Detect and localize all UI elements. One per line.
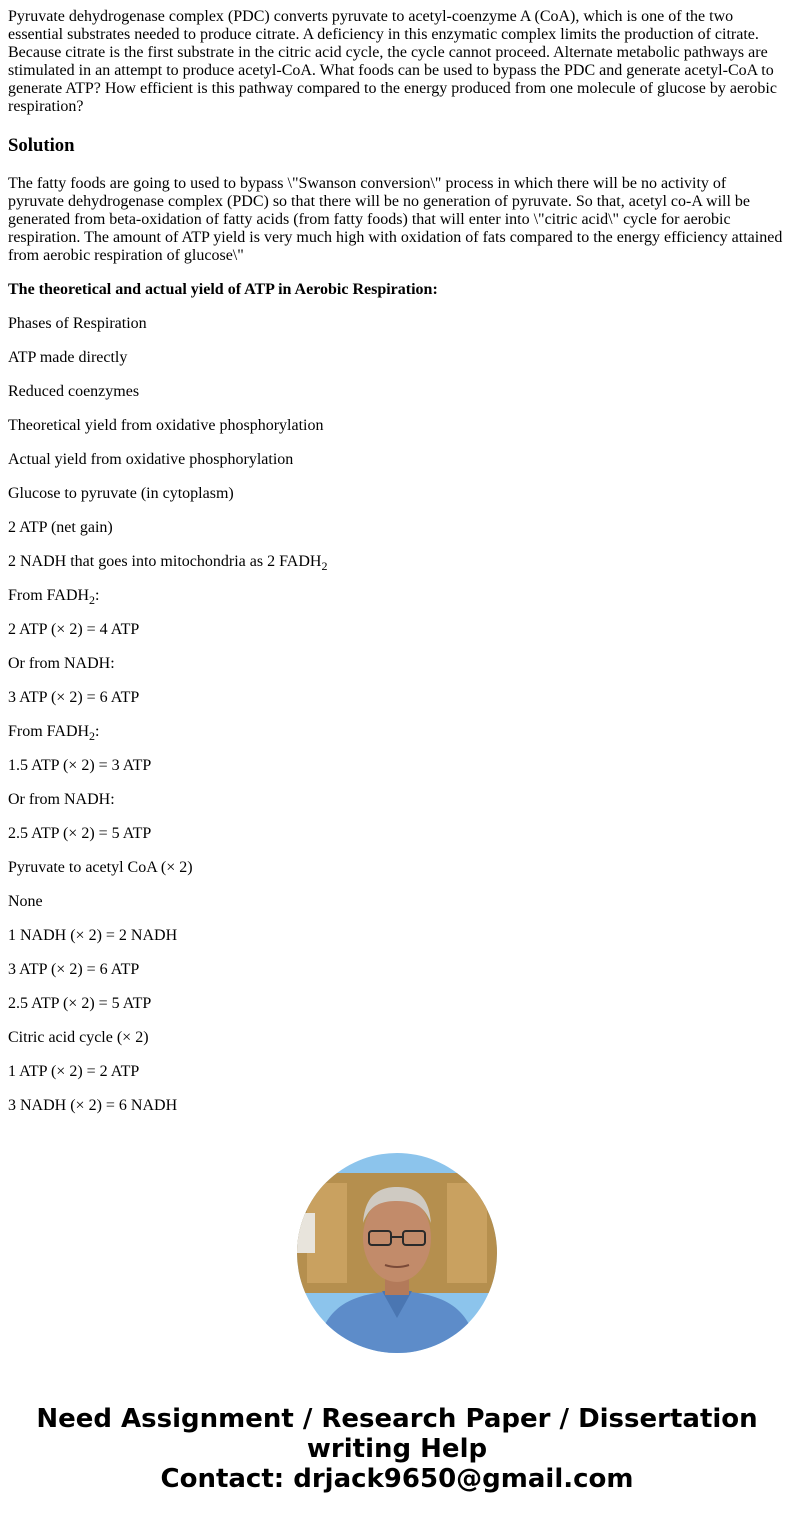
table-row: 3 ATP (× 2) = 6 ATP [8, 689, 140, 706]
row-text: 2 NADH that goes into mitochondria as 2 FADH [8, 553, 322, 570]
table-row: Phases of Respiration [8, 315, 147, 332]
table-row: 2 ATP (net gain) [8, 519, 113, 536]
avatar [297, 1153, 497, 1353]
answer-text: The fatty foods are going to used to bypass \"Swanson conversion\" process in which there will be no activity of pyruvate dehydrogenase complex (PDC) so that there will be no generation of pyruvate. So that, acetyl co-A will be generated from beta-oxidation of fatty acids (from fatty foods) that will enter into \"citric acid\" cycle for aerobic respiration. The amount of ATP yield is very much high with oxidation of fats compared to the energy efficiency attained from aerobic respiration of glucose\" [8, 175, 783, 264]
solution-heading: Solution [8, 135, 75, 156]
row-text: : [95, 587, 100, 604]
footer-line: Need Assignment / Research Paper / Dissertation [36, 1404, 758, 1434]
table-row: Theoretical yield from oxidative phosphorylation [8, 417, 324, 434]
table-row: Glucose to pyruvate (in cytoplasm) [8, 485, 234, 502]
avatar-portrait [297, 1153, 497, 1353]
table-row: None [8, 893, 43, 910]
row-text: From FADH [8, 723, 90, 740]
footer-contact: Contact: drjack9650@gmail.com [160, 1464, 634, 1494]
row-text: : [95, 723, 100, 740]
subscript: 2 [89, 593, 96, 608]
question-text: Pyruvate dehydrogenase complex (PDC) converts pyruvate to acetyl-coenzyme A (CoA), which is one of the two essential substrates needed to produce citrate. A deficiency in this enzymatic complex limits the production of citrate. Because citrate is the first substrate in the citric acid cycle, the cycle cannot proceed. Alternate metabolic pathways are stimulated in an attempt to produce acetyl-CoA. What foods can be used to bypass the PDC and generate acetyl-CoA to generate ATP? How efficient is this pathway compared to the energy produced from one molecule of glucose by aerobic respiration? [8, 8, 777, 115]
table-row: 2.5 ATP (× 2) = 5 ATP [8, 995, 152, 1012]
table-row: 2.5 ATP (× 2) = 5 ATP [8, 825, 152, 842]
footer-banner [0, 1404, 794, 1494]
table-row: 3 NADH (× 2) = 6 NADH [8, 1097, 178, 1114]
table-row [8, 587, 786, 608]
subscript: 2 [321, 559, 328, 574]
table-row: Reduced coenzymes [8, 383, 140, 400]
table-row: Pyruvate to acetyl CoA (× 2) [8, 859, 193, 876]
footer-line: writing Help [306, 1434, 488, 1464]
table-row: 2 ATP (× 2) = 4 ATP [8, 621, 140, 638]
table-row: Citric acid cycle (× 2) [8, 1029, 149, 1046]
subscript: 2 [89, 729, 96, 744]
table-row: 1 ATP (× 2) = 2 ATP [8, 1063, 140, 1080]
table-row: 3 ATP (× 2) = 6 ATP [8, 961, 140, 978]
table-row: Actual yield from oxidative phosphorylation [8, 451, 294, 468]
document-content [8, 8, 786, 1123]
table-row [8, 553, 786, 574]
table-row: 1.5 ATP (× 2) = 3 ATP [8, 757, 152, 774]
table-row [8, 723, 786, 744]
table-row: Or from NADH: [8, 791, 115, 808]
table-row: ATP made directly [8, 349, 128, 366]
table-title: The theoretical and actual yield of ATP in Aerobic Respiration: [8, 281, 438, 298]
table-row: 1 NADH (× 2) = 2 NADH [8, 927, 178, 944]
row-text: From FADH [8, 587, 90, 604]
table-row: Or from NADH: [8, 655, 115, 672]
